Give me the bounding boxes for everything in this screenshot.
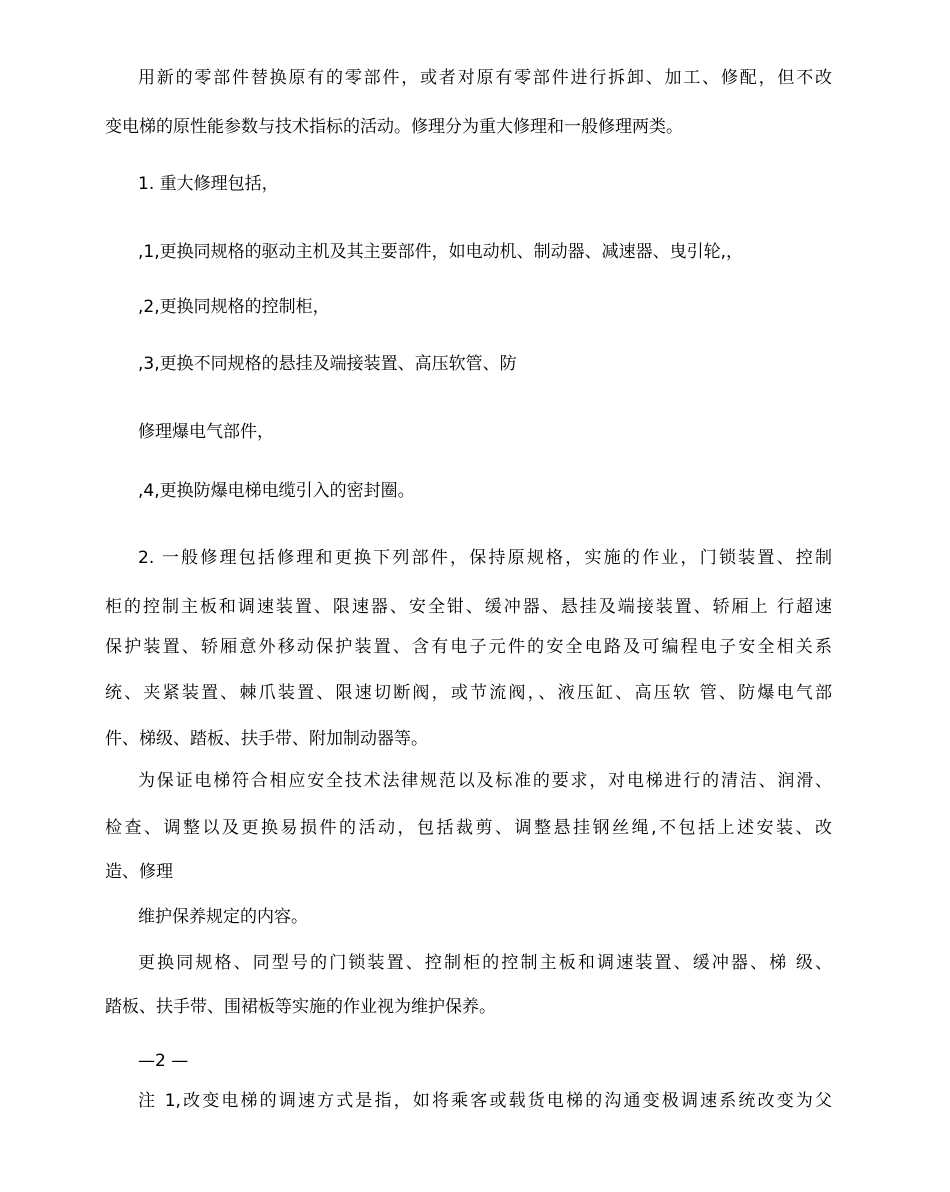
general-repair-line-5: 件、梯级、踏板、扶手带、附加制动器等。 (105, 729, 428, 749)
intro-line-1: 用新的零部件替换原有的零部件，或者对原有零部件进行拆卸、加工、修配，但不改 (138, 68, 832, 88)
major-repair-item-4: ,4,更换防爆电梯电缆引入的密封圈。 (138, 481, 415, 501)
intro-line-2: 变电梯的原性能参数与技术指标的活动。修理分为重大修理和一般修理两类。 (105, 117, 683, 137)
general-repair-line-2: 柜的控制主板和调速装置、限速器、安全钳、缓冲器、悬挂及端接装置、轿厢上 行超速 (105, 597, 832, 617)
major-repair-item-3: ,3,更换不同规格的悬挂及端接装置、高压软管、防 (138, 354, 517, 374)
maintenance-line-2: 检查、调整以及更换易损件的活动，包括裁剪、调整悬挂钢丝绳,不包括上述安装、改 (105, 818, 832, 838)
page-number: —2 — (138, 1051, 189, 1071)
general-repair-line-4: 统、夹紧装置、棘爪装置、限速切断阀，或节流阀，、液压缸、高压软 管、防爆电气部 (105, 683, 832, 703)
general-repair-line-3: 保护装置、轿厢意外移动保护装置、含有电子元件的安全电路及可编程电子安全相关系 (105, 637, 832, 657)
general-repair-line-1: 2. 一般修理包括修理和更换下列部件，保持原规格，实施的作业，门锁装置、控制 (138, 548, 832, 568)
major-repair-item-3-continuation: 修理爆电气部件， (138, 422, 274, 442)
major-repair-item-1: ,1,更换同规格的驱动主机及其主要部件，如电动机、制动器、减速器、曳引轮,， (138, 242, 744, 262)
maintenance-line-3: 造、修理 (105, 862, 173, 882)
note-line-1: 注 1,改变电梯的调速方式是指，如将乘客或载货电梯的沟通变极调速系统改变为父 (138, 1091, 832, 1111)
replacement-line-2: 踏板、扶手带、围裙板等实施的作业视为维护保养。 (105, 997, 496, 1017)
maintenance-line-4: 维护保养规定的内容。 (138, 907, 308, 927)
major-repair-item-2: ,2,更换同规格的控制柜， (138, 297, 330, 317)
maintenance-line-1: 为保证电梯符合相应安全技术法律规范以及标准的要求，对电梯进行的清洁、润滑、 (138, 771, 832, 791)
replacement-line-1: 更换同规格、同型号的门锁装置、控制柜的控制主板和调速装置、缓冲器、梯 级、 (138, 953, 832, 973)
major-repair-heading: 1. 重大修理包括， (138, 174, 279, 194)
